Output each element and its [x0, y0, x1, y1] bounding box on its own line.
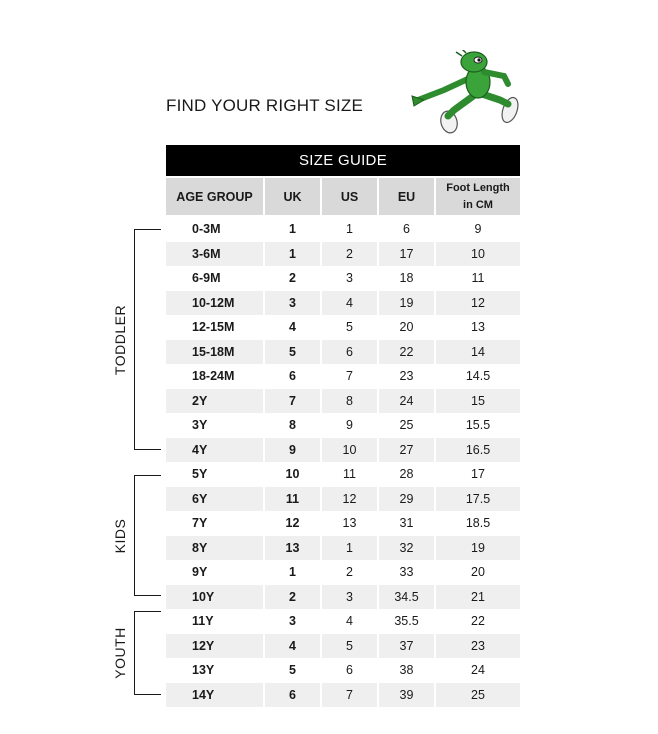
- eu-cell: 19: [378, 291, 435, 316]
- eu-cell: 18: [378, 266, 435, 291]
- table-row: [166, 634, 520, 659]
- us-cell: 11: [321, 462, 378, 487]
- eu-cell: 37: [378, 634, 435, 659]
- foot-length-cell: 21: [435, 585, 520, 610]
- us-cell: 3: [321, 266, 378, 291]
- eu-cell: 34.5: [378, 585, 435, 610]
- column-header-age-group: AGE GROUP: [166, 178, 264, 216]
- foot-length-cell: 15.5: [435, 413, 520, 438]
- age-cell: 7Y: [166, 511, 264, 536]
- age-cell: 3Y: [166, 413, 264, 438]
- column-header-uk: UK: [264, 178, 321, 216]
- us-cell: 7: [321, 364, 378, 389]
- us-cell: 4: [321, 291, 378, 316]
- eu-cell: 23: [378, 364, 435, 389]
- table-row: [166, 658, 520, 683]
- eu-cell: 27: [378, 438, 435, 463]
- eu-cell: 39: [378, 683, 435, 708]
- us-cell: 1: [321, 536, 378, 561]
- table-row: [166, 462, 520, 487]
- eu-cell: 32: [378, 536, 435, 561]
- age-cell: 11Y: [166, 609, 264, 634]
- column-header-eu: EU: [378, 178, 435, 216]
- table-row: [166, 216, 520, 242]
- foot-length-cell: 18.5: [435, 511, 520, 536]
- age-cell: 12Y: [166, 634, 264, 659]
- group-kids-bracket: [134, 475, 161, 596]
- group-youth-label: YOUTH: [109, 623, 131, 683]
- uk-cell: 2: [264, 585, 321, 610]
- table-row: [166, 560, 520, 585]
- age-cell: 8Y: [166, 536, 264, 561]
- us-cell: 6: [321, 658, 378, 683]
- uk-cell: 6: [264, 683, 321, 708]
- table-row: [166, 242, 520, 267]
- age-cell: 13Y: [166, 658, 264, 683]
- table-row: [166, 511, 520, 536]
- uk-cell: 7: [264, 389, 321, 414]
- uk-cell: 12: [264, 511, 321, 536]
- uk-cell: 13: [264, 536, 321, 561]
- eu-cell: 29: [378, 487, 435, 512]
- table-row: [166, 364, 520, 389]
- us-cell: 2: [321, 242, 378, 267]
- foot-length-cell: 14.5: [435, 364, 520, 389]
- age-cell: 14Y: [166, 683, 264, 708]
- eu-cell: 17: [378, 242, 435, 267]
- column-header-foot-length: [435, 178, 520, 216]
- foot-length-cell: 15: [435, 389, 520, 414]
- age-cell: 18-24M: [166, 364, 264, 389]
- age-cell: 6Y: [166, 487, 264, 512]
- uk-cell: 6: [264, 364, 321, 389]
- uk-cell: 3: [264, 609, 321, 634]
- age-cell: 0-3M: [166, 216, 264, 242]
- uk-cell: 9: [264, 438, 321, 463]
- us-cell: 9: [321, 413, 378, 438]
- us-cell: 3: [321, 585, 378, 610]
- foot-length-cell: 9: [435, 216, 520, 242]
- uk-cell: 4: [264, 315, 321, 340]
- table-row: [166, 291, 520, 316]
- uk-cell: 5: [264, 658, 321, 683]
- table-header-row: [166, 178, 520, 216]
- foot-length-cell: 19: [435, 536, 520, 561]
- table-row: [166, 536, 520, 561]
- foot-length-cell: 20: [435, 560, 520, 585]
- age-cell: 4Y: [166, 438, 264, 463]
- uk-cell: 11: [264, 487, 321, 512]
- age-cell: 12-15M: [166, 315, 264, 340]
- table-row: [166, 389, 520, 414]
- us-cell: 8: [321, 389, 378, 414]
- uk-cell: 2: [264, 266, 321, 291]
- uk-cell: 4: [264, 634, 321, 659]
- uk-cell: 1: [264, 560, 321, 585]
- table-row: [166, 585, 520, 610]
- foot-length-cell: 13: [435, 315, 520, 340]
- us-cell: 7: [321, 683, 378, 708]
- age-cell: 10Y: [166, 585, 264, 610]
- table-row: [166, 413, 520, 438]
- foot-length-cell: 22: [435, 609, 520, 634]
- uk-cell: 1: [264, 216, 321, 242]
- eu-cell: 24: [378, 389, 435, 414]
- size-table: [166, 178, 520, 707]
- table-row: [166, 609, 520, 634]
- age-cell: 5Y: [166, 462, 264, 487]
- eu-cell: 31: [378, 511, 435, 536]
- group-toddler-label: TODDLER: [109, 300, 131, 378]
- us-cell: 5: [321, 634, 378, 659]
- uk-cell: 8: [264, 413, 321, 438]
- us-cell: 10: [321, 438, 378, 463]
- size-guide-title: SIZE GUIDE: [166, 145, 520, 176]
- eu-cell: 22: [378, 340, 435, 365]
- age-cell: 15-18M: [166, 340, 264, 365]
- us-cell: 4: [321, 609, 378, 634]
- group-toddler-bracket: [134, 229, 161, 450]
- foot-length-cell: 10: [435, 242, 520, 267]
- age-cell: 2Y: [166, 389, 264, 414]
- age-cell: 10-12M: [166, 291, 264, 316]
- group-youth-bracket: [134, 611, 161, 695]
- table-row: [166, 438, 520, 463]
- age-cell: 3-6M: [166, 242, 264, 267]
- age-cell: 9Y: [166, 560, 264, 585]
- page-heading: FIND YOUR RIGHT SIZE: [166, 96, 364, 115]
- uk-cell: 1: [264, 242, 321, 267]
- table-row: [166, 340, 520, 365]
- column-header-us: US: [321, 178, 378, 216]
- foot-length-cell: 24: [435, 658, 520, 683]
- eu-cell: 38: [378, 658, 435, 683]
- foot-length-cell: 17: [435, 462, 520, 487]
- foot-length-cell: 25: [435, 683, 520, 708]
- foot-length-cell: 23: [435, 634, 520, 659]
- us-cell: 12: [321, 487, 378, 512]
- foot-length-cell: 11: [435, 266, 520, 291]
- us-cell: 6: [321, 340, 378, 365]
- uk-cell: 3: [264, 291, 321, 316]
- eu-cell: 20: [378, 315, 435, 340]
- group-kids-label: KIDS: [109, 514, 131, 557]
- table-row: [166, 266, 520, 291]
- us-cell: 2: [321, 560, 378, 585]
- eu-cell: 28: [378, 462, 435, 487]
- foot-length-label: Foot Length: [446, 181, 510, 194]
- eu-cell: 25: [378, 413, 435, 438]
- foot-length-cell: 16.5: [435, 438, 520, 463]
- uk-cell: 10: [264, 462, 321, 487]
- table-row: [166, 315, 520, 340]
- table-row: [166, 683, 520, 708]
- age-cell: 6-9M: [166, 266, 264, 291]
- uk-cell: 5: [264, 340, 321, 365]
- us-cell: 5: [321, 315, 378, 340]
- eu-cell: 33: [378, 560, 435, 585]
- foot-length-cell: 12: [435, 291, 520, 316]
- table-row: [166, 487, 520, 512]
- foot-length-cell: 17.5: [435, 487, 520, 512]
- running-mascot-icon: [404, 50, 524, 134]
- foot-length-unit: in CM: [463, 198, 493, 211]
- eu-cell: 6: [378, 216, 435, 242]
- foot-length-cell: 14: [435, 340, 520, 365]
- us-cell: 1: [321, 216, 378, 242]
- us-cell: 13: [321, 511, 378, 536]
- eu-cell: 35.5: [378, 609, 435, 634]
